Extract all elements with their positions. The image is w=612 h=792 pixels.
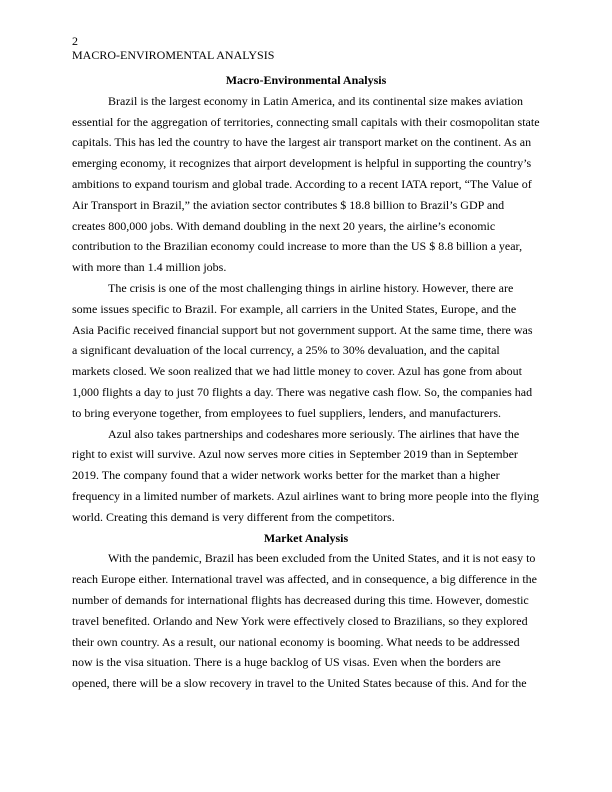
paragraph-pandemic: With the pandemic, Brazil has been excluded from the United States, and it is not easy to reach Europe either. International travel was affected, and in consequence, a big difference in the number of demands for international flights has decreased during this time. However, domestic travel benefited. Orlando and New York were effectively closed to Brazilians, so they explored their own country. As a result, our national economy is booming. What needs to be addressed now is the visa situation. There is a huge backlog of US visas. Even when the borders are opened, there will be a slow recovery in travel to the United States because of this. And for the xyxy=(72,551,538,691)
page-header xyxy=(72,34,540,62)
running-head: MACRO-ENVIROMENTAL ANALYSIS xyxy=(72,48,275,62)
section-heading-market-analysis: Market Analysis xyxy=(263,530,349,545)
paragraph-azul-partnerships: Azul also takes partnerships and codeshares more seriously. The airlines that have the right to exist will survive. Azul now serves more cities in September 2019 than in September 2019. The company found that a wider network works better for the market than a higher frequency in a limited number of markets. Azul airlines want to bring more people into the flying world. Creating this demand is very different from the competitors. xyxy=(72,426,539,524)
paragraph-crisis: The crisis is one of the most challenging things in airline history. However, there are some issues specific to Brazil. For example, all carriers in the United States, Europe, and the Asia Pacific received financial support but not government support. At the same time, there was a significant devaluation of the local currency, a 25% to 30% devaluation, and the capital markets closed. We soon realized that we had little money to cover. Azul has gone from about 1,000 flights a day to just 70 flights a day. There was negative cash flow. So, the companies had to bring everyone together, from employees to fuel suppliers, lenders, and manufacturers. xyxy=(72,280,533,420)
section-heading-macro-environmental-analysis: Macro-Environmental Analysis xyxy=(225,73,387,87)
document-body xyxy=(72,70,540,694)
paragraph-brazil-economy: Brazil is the largest economy in Latin America, and its continental size makes aviation essential for the aggregation of territories, connecting small capitals with their cosmopolitan state capitals. This has led the country to have the largest air transport market on the continent. As an emerging economy, it recognizes that airport development is helpful in supporting the country’s ambitions to expand tourism and global trade. According to a recent IATA report, “The Value of Air Transport in Brazil,” the aviation sector contributes $ 18.8 billion to Brazil’s GDP and creates 800,000 jobs. With demand doubling in the next 20 years, the airline’s economic contribution to the Brazilian economy could increase to more than the US $ 8.8 billion a year, with more than 1.4 million jobs. xyxy=(72,93,540,275)
page-number: 2 xyxy=(72,34,78,48)
